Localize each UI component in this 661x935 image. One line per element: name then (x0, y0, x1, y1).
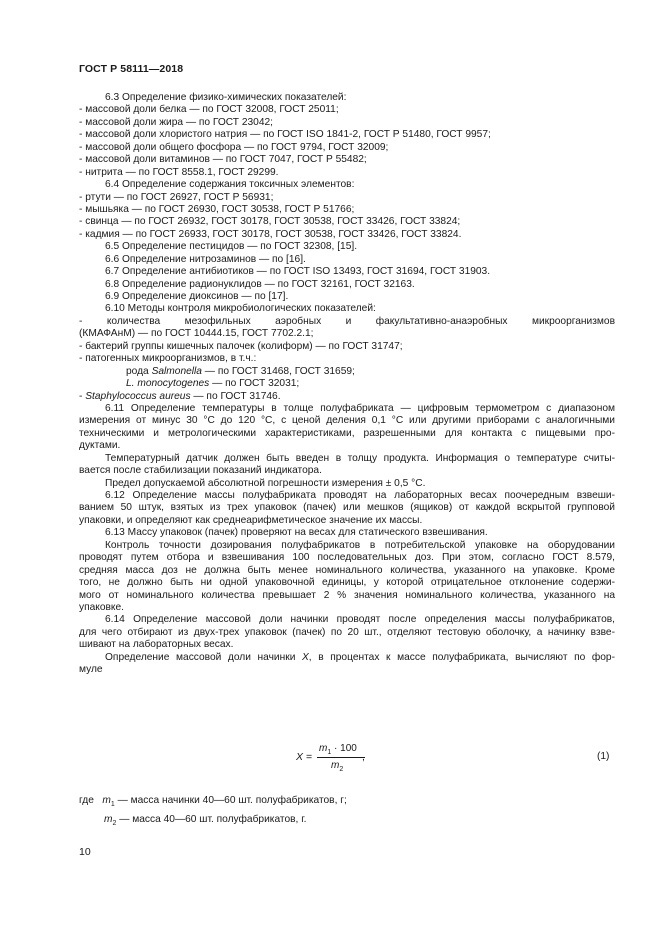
text-line: муле (79, 664, 103, 676)
text-line: - мышьяка — по ГОСТ 26930, ГОСТ 30538, ГОСТ Р 51766; (79, 203, 355, 215)
text-line: - массовой доли хлористого натрия — по ГОСТ ISO 1841-2, ГОСТ Р 51480, ГОСТ 9957; (79, 129, 491, 141)
text-line: - патогенных микроорганизмов, в т.ч.: (79, 353, 257, 365)
text-line: мого от номинального количества превышает 2 % значения номинального количества, указанного на (79, 589, 615, 601)
where-m1: где $m_1$ — масса начинки 40—60 шт. полуфабрикатов, г; (79, 795, 347, 808)
text-line: - массовой доли жира — по ГОСТ 23042; (79, 116, 273, 128)
formula-denominator: $m_2$ (331, 760, 344, 773)
text-line: проводят путем отбора и взвешивания 100 последовательных доз. При этом, согласно ГОСТ 8.579, (79, 552, 615, 564)
formula-number: (1) (597, 751, 610, 762)
text-line: техническими и метрологическими характеристиками, разрешенными для контакта с пищевыми про- (79, 427, 615, 439)
text-line: 6.10 Методы контроля микробиологических показателей: (105, 303, 376, 315)
standard-designation: ГОСТ Р 58111—2018 (79, 63, 184, 75)
text-line: - массовой доли общего фосфора — по ГОСТ 9794, ГОСТ 32009; (79, 141, 389, 153)
text-line: дуктами. (79, 440, 121, 452)
text-line: - Staphylococcus aureus — по ГОСТ 31746. (79, 390, 281, 402)
text-line: упаковке. (79, 601, 124, 613)
formula-equals: = (306, 751, 313, 763)
text-line: - массовой доли витаминов — по ГОСТ 7047, ГОСТ Р 55482; (79, 154, 367, 166)
text-line: измерения от минус 30 °С до 120 °С, с ценой деления 0,1 °С или другими приборами с аналогичными (79, 415, 615, 427)
text-line: 6.12 Определение массы полуфабриката проводят на лабораторных весах поочередным взвеши- (105, 490, 615, 501)
text-line: - массовой доли белка — по ГОСТ 32008, ГОСТ 25011; (79, 104, 339, 116)
text-line: - свинца — по ГОСТ 26932, ГОСТ 30178, ГОСТ 30538, ГОСТ 33426, ГОСТ 33824; (79, 216, 461, 228)
text-line: Предел допускаемой абсолютной погрешности измерения ± 0,5 °С. (105, 477, 426, 489)
formula-lhs: X (296, 751, 304, 763)
body-text (79, 92, 615, 677)
text-line: 6.3 Определение физико-химических показателей: (105, 92, 347, 103)
formula-numerator: $m_1 \cdot 100$ (319, 743, 357, 756)
text-line: 6.7 Определение антибиотиков — по ГОСТ ISO 13493, ГОСТ 31694, ГОСТ 31903. (105, 266, 491, 278)
text-line: 6.5 Определение пестицидов — по ГОСТ 32308, [15]. (105, 241, 358, 253)
text-line: ванием 50 штук, взятых из трех упаковок (пачек) или мешков (ящиков) от каждой вскрытой групповой (79, 502, 615, 514)
text-line: шивают на лабораторных весах. (79, 639, 234, 651)
text-line: для чего отбирают из двух-трех упаковок (пачек) по 20 шт., отделяют тестовую оболочку, а начинку взве- (79, 626, 615, 638)
text-line: вается после стабилизации показаний индикатора. (79, 465, 322, 477)
text-line: - бактерий группы кишечных палочек (колиформ) — по ГОСТ 31747; (79, 340, 403, 352)
text-line: Определение массовой доли начинки X, в процентах к массе полуфабриката, вычисляют по фор- (105, 651, 615, 663)
text-line: 6.6 Определение нитрозаминов — по [16]. (105, 253, 306, 265)
text-line: L. monocytogenes — по ГОСТ 32031; (126, 378, 300, 390)
text-line: - количества мезофильных аэробных и факультативно-анаэробных микроорганизмов (79, 315, 615, 327)
text-line: Контроль точности дозирования полуфабрикатов в потребительской упаковке на оборудовании (105, 539, 615, 551)
formula-comma: , (362, 751, 365, 763)
text-line: того, не должно быть ни одной упаковочной единицы, у которой отрицательное отклонение содержи- (79, 577, 615, 589)
text-line: 6.11 Определение температуры в толще полуфабриката — цифровым термометром с диапазоном (105, 402, 615, 414)
text-line: упаковки, и определяют как среднеарифметическое значение их массы. (79, 514, 423, 526)
text-line: - нитрита — по ГОСТ 8558.1, ГОСТ 29299. (79, 166, 279, 178)
fraction-bar (317, 757, 365, 758)
text-line: - ртути — по ГОСТ 26927, ГОСТ Р 56931; (79, 191, 274, 203)
text-line: 6.13 Массу упаковок (пачек) проверяют на весах для статического взвешивания. (105, 527, 488, 539)
text-line: (КМАФАнМ) — по ГОСТ 10444.15, ГОСТ 7702.2.1; (79, 328, 314, 340)
text-line: рода Salmonella — по ГОСТ 31468, ГОСТ 31659; (126, 365, 355, 377)
text-line: 6.8 Определение радионуклидов — по ГОСТ 32161, ГОСТ 32163. (105, 278, 415, 290)
text-line: средняя масса доз не должна быть менее номинального количества, указанного на упаковке. Кроме (79, 564, 615, 576)
text-line: 6.14 Определение массовой доли начинки проводят после определения массы полуфабрикатов, (105, 614, 615, 626)
page-number: 10 (79, 846, 91, 858)
text-line: 6.4 Определение содержания токсичных элементов: (105, 179, 355, 191)
text-line: Температурный датчик должен быть введен в толщу продукта. Информация о температуре считы- (105, 452, 615, 464)
where-m2: $m_2$ — масса 40—60 шт. полуфабрикатов, г. (104, 814, 307, 827)
text-line: 6.9 Определение диоксинов — по [17]. (105, 291, 289, 302)
text-line: - кадмия — по ГОСТ 26933, ГОСТ 30178, ГОСТ 30538, ГОСТ 33426, ГОСТ 33824. (79, 228, 462, 240)
